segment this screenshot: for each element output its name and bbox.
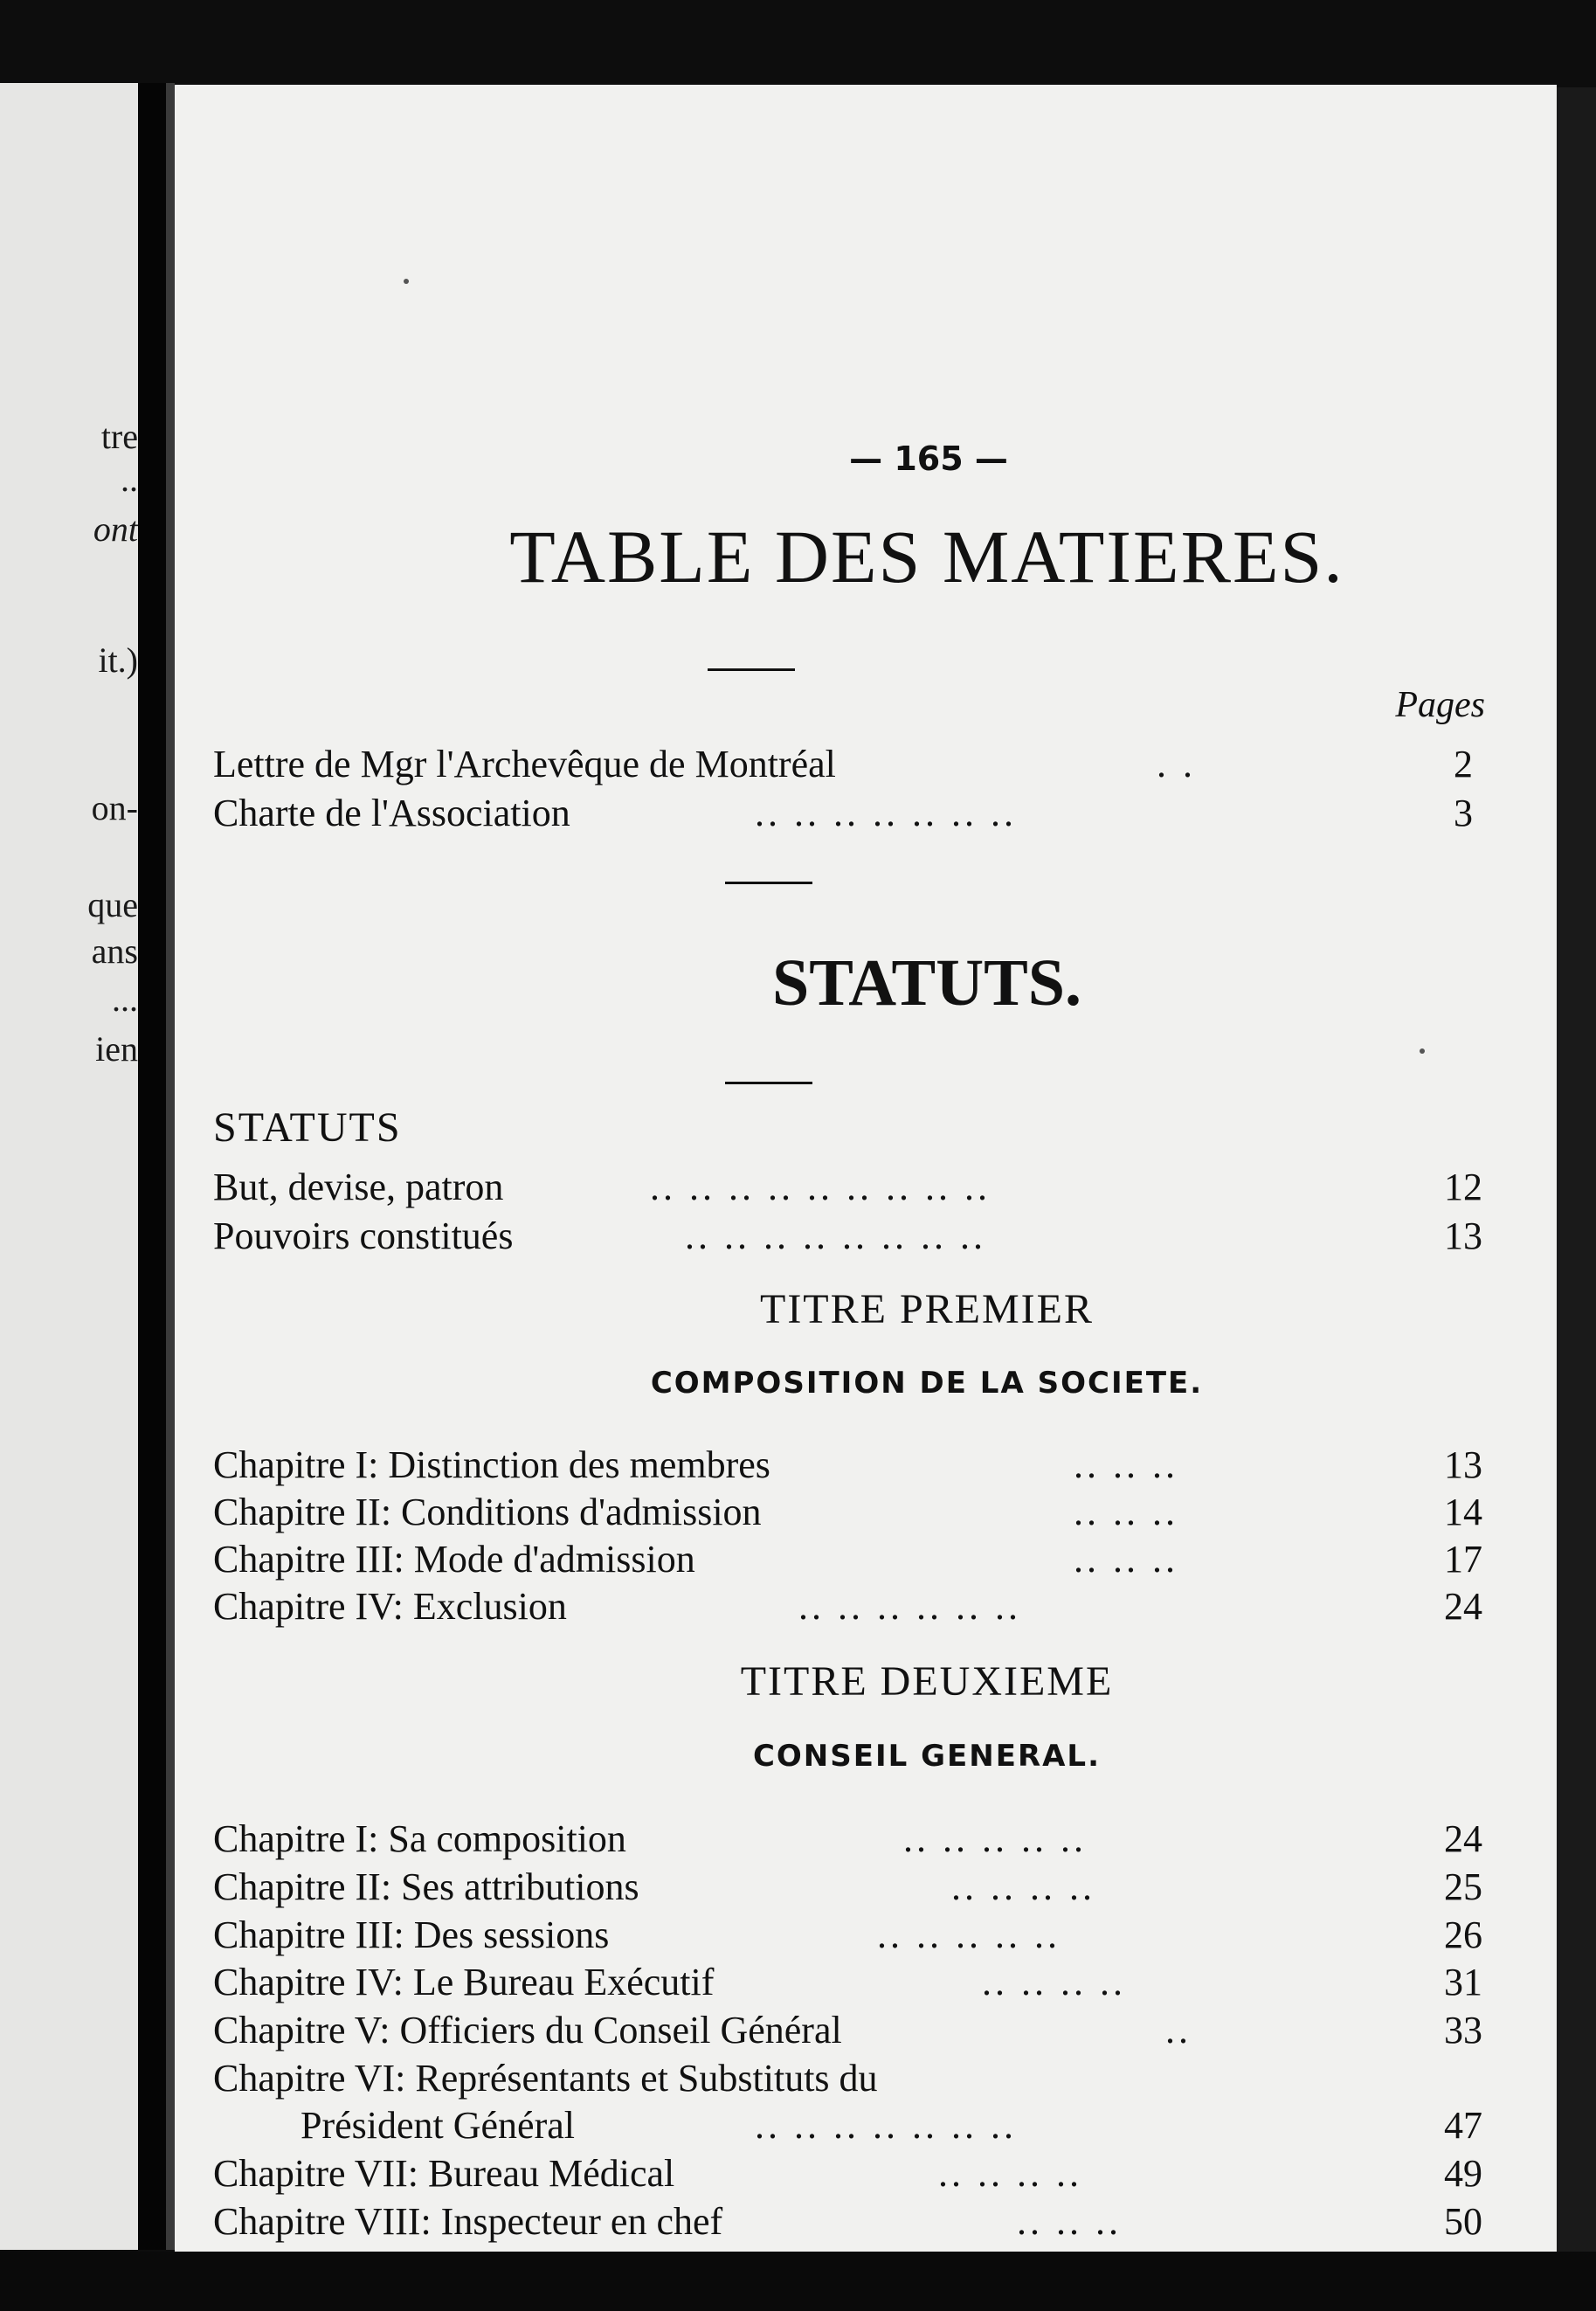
toc-page-number: 24 <box>1444 1585 1482 1628</box>
page-title: TABLE DES MATIERES. <box>509 515 1344 599</box>
toc-row[interactable] <box>213 1490 1494 1537</box>
section-title: STATUTS. <box>771 946 1082 1020</box>
toc-entry-label: Président Général <box>301 2104 575 2147</box>
bottom-edge <box>0 2252 1596 2311</box>
toc-row[interactable] <box>213 2103 1494 2150</box>
toc-row[interactable] <box>213 1214 1494 1261</box>
toc-leader: . . <box>1157 743 1196 785</box>
toc-page-number: 2 <box>1454 743 1473 785</box>
left-fragment: ans <box>91 931 138 971</box>
toc-page-number: 14 <box>1444 1491 1482 1533</box>
toc-leader: .. .. .. .. .. .. <box>798 1585 1021 1628</box>
toc-page-number: 26 <box>1444 1913 1482 1956</box>
toc-leader: .. .. .. .. <box>951 1865 1095 1908</box>
toc-row[interactable] <box>213 1443 1494 1490</box>
left-fragment: ... <box>112 979 138 1019</box>
toc-leader: .. .. .. <box>1017 2200 1122 2243</box>
toc-page-number: 17 <box>1444 1538 1482 1581</box>
left-fragment: que <box>87 885 138 924</box>
left-fragment: ont <box>93 509 138 549</box>
page-number: — 165 — <box>849 439 1008 478</box>
titre-deuxieme-subtitle: CONSEIL GENERAL. <box>752 1739 1102 1774</box>
left-fragment: .. <box>121 460 138 499</box>
divider <box>725 882 812 884</box>
toc-entry-label: Chapitre III: Mode d'admission <box>213 1538 695 1581</box>
toc-row[interactable] <box>213 2008 1494 2055</box>
toc-row[interactable] <box>213 1165 1494 1212</box>
toc-leader: .. <box>1165 2009 1192 2052</box>
toc-leader: .. .. .. <box>1074 1538 1178 1581</box>
toc-page-number: 33 <box>1444 2009 1482 2052</box>
speck <box>404 279 409 284</box>
divider <box>708 668 795 671</box>
toc-entry-label: Pouvoirs constitués <box>213 1214 514 1257</box>
toc-entry-label: Chapitre VI: Représentants et Substituts du <box>213 2057 878 2100</box>
left-fragment: it.) <box>98 640 138 680</box>
toc-leader: .. .. .. .. <box>938 2152 1082 2195</box>
book-spine <box>138 83 166 2250</box>
toc-page-number: 47 <box>1444 2104 1482 2147</box>
toc-leader: .. .. .. .. .. <box>877 1913 1061 1956</box>
toc-entry-label: Chapitre III: Des sessions <box>213 1913 610 1956</box>
toc-leader: .. .. .. .. .. .. .. <box>755 2104 1017 2147</box>
toc-row[interactable] <box>213 1584 1494 1631</box>
toc-leader: .. .. .. .. .. .. .. <box>755 792 1017 834</box>
toc-entry-label: Chapitre II: Ses attributions <box>213 1865 639 1908</box>
left-facing-page <box>0 83 138 2250</box>
left-fragment: tre <box>100 417 138 456</box>
titre-premier-subtitle: COMPOSITION DE LA SOCIETE. <box>650 1366 1204 1401</box>
speck <box>1420 1048 1425 1054</box>
toc-page-number: 49 <box>1444 2152 1482 2195</box>
toc-leader: .. .. .. <box>1074 1491 1178 1533</box>
toc-leader: .. .. .. .. .. .. .. .. <box>685 1214 986 1257</box>
toc-leader: .. .. .. <box>1074 1443 1178 1486</box>
toc-page-number: 13 <box>1444 1214 1482 1257</box>
toc-leader: .. .. .. .. <box>982 1961 1126 2003</box>
toc-entry-label: Chapitre IV: Exclusion <box>213 1585 567 1628</box>
toc-leader: .. .. .. .. .. .. .. .. .. <box>650 1166 991 1208</box>
toc-entry-label: Lettre de Mgr l'Archevêque de Montréal <box>213 743 836 785</box>
toc-leader: .. .. .. .. .. <box>903 1817 1087 1860</box>
toc-row[interactable] <box>213 791 1494 838</box>
left-fragment: on- <box>91 788 138 827</box>
toc-row[interactable] <box>213 2056 1494 2103</box>
page-right-edge <box>1557 87 1596 2311</box>
titre-deuxieme-title: TITRE DEUXIEME <box>740 1658 1114 1705</box>
toc-row[interactable] <box>213 1816 1494 1864</box>
toc-entry-label: Chapitre VIII: Inspecteur en chef <box>213 2200 723 2243</box>
toc-entry-label: But, devise, patron <box>213 1166 504 1208</box>
toc-entry-label: Chapitre IV: Le Bureau Exécutif <box>213 1961 715 2003</box>
toc-page-number: 12 <box>1444 1166 1482 1208</box>
titre-premier-title: TITRE PREMIER <box>760 1286 1094 1332</box>
toc-row[interactable] <box>213 1913 1494 1960</box>
toc-row[interactable] <box>213 2199 1494 2246</box>
toc-entry-label: Chapitre I: Distinction des membres <box>213 1443 770 1486</box>
pages-label: Pages <box>1395 685 1485 725</box>
toc-entry-label: Chapitre V: Officiers du Conseil Général <box>213 2009 842 2052</box>
toc-page-number: 24 <box>1444 1817 1482 1860</box>
divider <box>725 1082 812 1084</box>
toc-page-number: 13 <box>1444 1443 1482 1486</box>
toc-entry-label: Chapitre II: Conditions d'admission <box>213 1491 762 1533</box>
toc-row[interactable] <box>213 1537 1494 1584</box>
toc-entry-label: Chapitre I: Sa composition <box>213 1817 626 1860</box>
toc-page-number: 25 <box>1444 1865 1482 1908</box>
toc-row[interactable] <box>213 1865 1494 1912</box>
toc-page <box>175 85 1557 2252</box>
toc-row[interactable] <box>213 742 1494 789</box>
spine-edge <box>166 83 175 2250</box>
toc-page-number: 3 <box>1454 792 1473 834</box>
toc-entry-label: Chapitre VII: Bureau Médical <box>213 2152 675 2195</box>
toc-entry-label: Charte de l'Association <box>213 792 570 834</box>
toc-page-number: 31 <box>1444 1961 1482 2003</box>
toc-row[interactable] <box>213 2151 1494 2198</box>
toc-row[interactable] <box>213 1960 1494 2007</box>
toc-page-number: 50 <box>1444 2200 1482 2243</box>
left-fragment: ien <box>95 1029 138 1069</box>
statuts-heading: STATUTS <box>213 1104 402 1151</box>
